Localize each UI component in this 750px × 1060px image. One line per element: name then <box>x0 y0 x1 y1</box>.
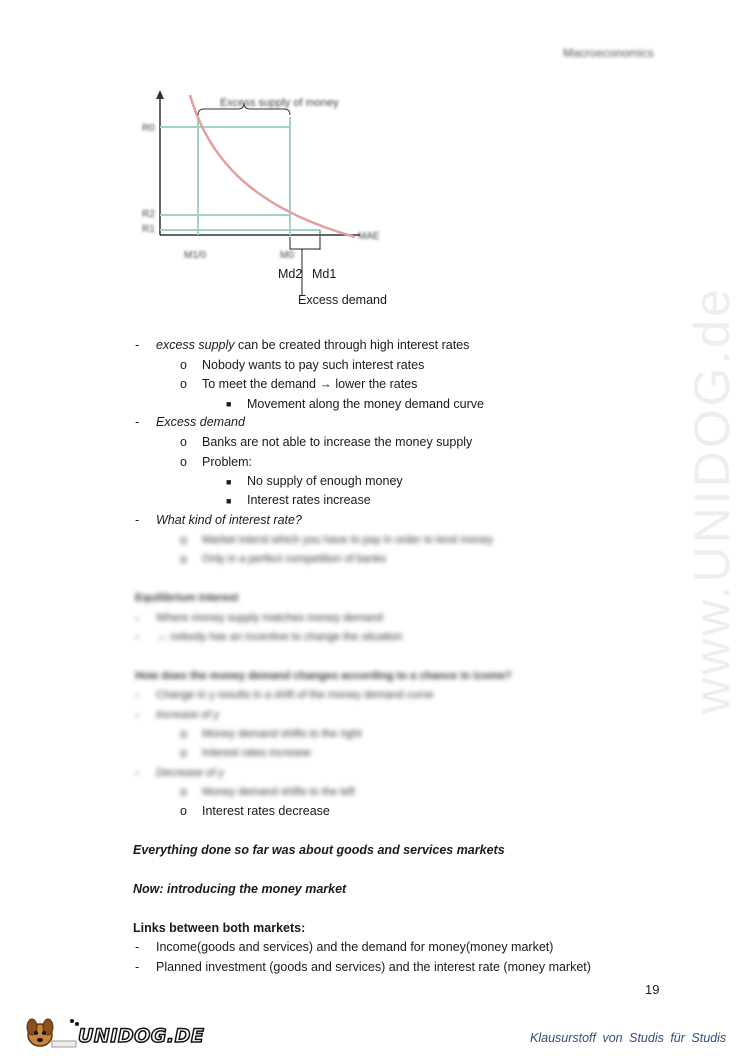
list-item: Problem: <box>202 455 253 469</box>
dash-bullet: - <box>135 338 140 352</box>
money-market-diagram <box>130 85 400 310</box>
excess-supply-label: Excess supply of money <box>220 97 339 109</box>
list-item: excess supply can be created through high interest rates <box>156 338 470 352</box>
circle-bullet: o <box>180 785 187 799</box>
dash-bullet: - <box>135 940 140 954</box>
list-item: Market interst which you have to pay in order to lend money <box>202 534 494 546</box>
page-number: 19 <box>645 982 660 997</box>
header-title: Macroeconomics <box>563 46 654 60</box>
list-item: Change in y results in a shift of the money demand curve <box>156 689 434 701</box>
excess-demand-bracket <box>290 237 302 295</box>
list-item: Interest rates increase <box>247 493 371 507</box>
watermark: www.UNIDOG.de <box>684 286 740 714</box>
list-item: Interest rates increase <box>202 747 311 759</box>
logo-text: UNIDOG.DE <box>78 1025 205 1047</box>
circle-bullet: o <box>180 533 187 547</box>
circle-bullet: o <box>180 358 187 372</box>
footer-tagline: Klausurstoff von Studis für Studis <box>530 1031 727 1045</box>
r2-label: R2 <box>142 209 155 220</box>
dog-icon <box>22 1015 82 1051</box>
y-axis-arrow <box>156 90 164 99</box>
r0-label: R0 <box>142 123 155 134</box>
unidog-logo[interactable] <box>22 1015 205 1051</box>
section-heading: Equilibrium interest <box>135 592 239 604</box>
list-item: Planned investment (goods and services) and the interest rate (money market) <box>156 960 591 974</box>
dash-bullet: - <box>135 513 140 527</box>
dash-bullet: - <box>135 415 140 429</box>
circle-bullet: o <box>180 377 187 391</box>
square-bullet: ■ <box>226 496 232 506</box>
square-bullet: ■ <box>226 477 232 487</box>
statement: Now: introducing the money market <box>133 882 347 896</box>
circle-bullet: o <box>180 804 187 818</box>
list-item: Income(goods and services) and the demand for money(money market) <box>156 940 554 954</box>
excess-demand-label: Excess demand <box>298 293 387 307</box>
dash-bullet: - <box>135 611 140 625</box>
list-item: Excess demand <box>156 415 245 429</box>
curve-label: MAE <box>358 231 380 242</box>
m10-label: M1/0 <box>184 250 207 261</box>
list-item: Movement along the money demand curve <box>247 397 484 411</box>
list-item: Money demand shifts to the right <box>202 728 362 740</box>
list-item: No supply of enough money <box>247 474 403 488</box>
list-item: What kind of interest rate? <box>156 513 302 527</box>
circle-bullet: o <box>180 455 187 469</box>
md2-label: Md2 <box>278 267 303 281</box>
circle-bullet: o <box>180 746 187 760</box>
dash-bullet: - <box>135 960 140 974</box>
list-item: Interest rates decrease <box>202 804 330 818</box>
list-item: Banks are not able to increase the money supply <box>202 435 473 449</box>
list-item: → nobody has an incentive to change the situation <box>156 631 403 643</box>
list-item: Where money supply matches money demand <box>156 612 383 624</box>
m0-label: M0 <box>280 250 294 261</box>
md1-label: Md1 <box>312 267 337 281</box>
square-bullet: ■ <box>226 399 232 409</box>
section-heading: How does the money demand changes according to a chance in icome? <box>135 670 512 682</box>
statement: Everything done so far was about goods and services markets <box>133 843 505 857</box>
list-item: Increase of y <box>156 709 219 721</box>
section-heading: Links between both markets: <box>133 921 306 935</box>
dash-bullet: - <box>135 708 140 722</box>
list-item: Decrease of y <box>156 767 224 779</box>
list-item: Only in a perfect competition of banks <box>202 553 387 565</box>
list-item: To meet the demand → lower the rates <box>202 377 418 391</box>
circle-bullet: o <box>180 435 187 449</box>
dash-bullet: - <box>135 688 140 702</box>
circle-bullet: o <box>180 552 187 566</box>
circle-bullet: o <box>180 727 187 741</box>
list-item: Money demand shifts to the left <box>202 786 355 798</box>
dash-bullet: - <box>135 630 140 644</box>
r1-label: R1 <box>142 224 155 235</box>
dash-bullet: - <box>135 766 140 780</box>
list-item: Nobody wants to pay such interest rates <box>202 358 425 372</box>
